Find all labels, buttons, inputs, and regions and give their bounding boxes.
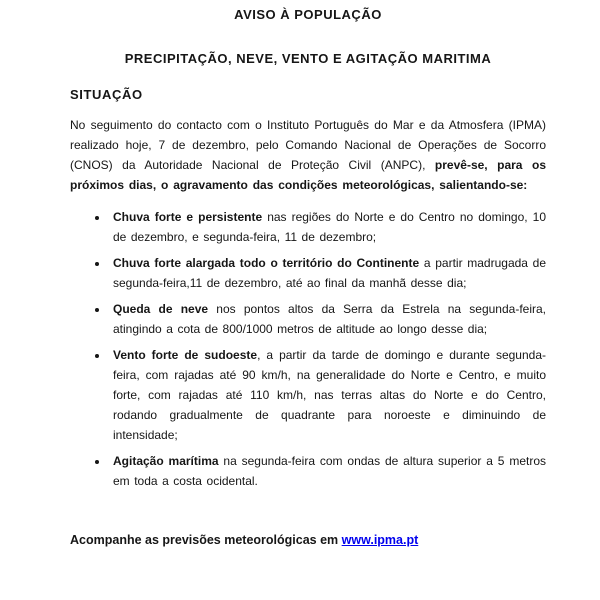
intro-paragraph — [70, 115, 546, 195]
list-item-sea-agitation — [109, 451, 546, 491]
ipma-link[interactable]: www.ipma.pt — [341, 533, 419, 547]
list-item-widespread-rain — [109, 253, 546, 293]
list-item-lead: Vento forte de sudoeste — [113, 348, 258, 362]
list-item-snowfall — [109, 299, 546, 339]
list-item-text: nos pontos altos da Serra da Estrela na segunda-feira, atingindo a cota de 800/1000 metros de altitude ao longo desse dia; — [113, 302, 547, 336]
list-item-lead: Chuva forte e persistente — [113, 210, 263, 224]
list-item-text: na segunda-feira com ondas de altura superior a 5 metros em toda a costa ocidental. — [113, 454, 546, 488]
list-item-heavy-rain — [109, 207, 546, 247]
document-subtitle: PRECIPITAÇÃO, NEVE, VENTO E AGITAÇÃO MARITIMA — [124, 51, 492, 66]
intro-regular-text: No seguimento do contacto com o Instituto Português do Mar e da Atmosfera (IPMA) realizado hoje, 7 de dezembro, pelo Comando Nacional de Operações de Socorro (CNOS) da Autoridade Nacional de Proteção Civil (ANPC), — [70, 118, 546, 172]
footer-text: Acompanhe as previsões meteorológicas em — [70, 533, 342, 547]
footer-note — [70, 533, 546, 547]
list-item-text: nas regiões do Norte e do Centro no domingo, 10 de dezembro, e segunda-feira, 11 de dezembro; — [113, 210, 546, 244]
intro-bold-text: prevê-se, para os próximos dias, o agravamento das condições meteorológicas, salientando-se: — [70, 158, 547, 192]
section-heading-situacao: SITUAÇÃO — [70, 87, 143, 102]
warning-list — [70, 207, 546, 491]
list-item-lead: Chuva forte alargada todo o território do Continente — [113, 256, 420, 270]
list-item-lead: Queda de neve — [113, 302, 209, 316]
list-item-lead: Agitação marítima — [113, 454, 219, 468]
list-item-text: , a partir da tarde de domingo e durante segunda-feira, com rajadas até 90 km/h, na generalidade do Norte e Centro, e muito forte, com rajadas até 110 km/h, nas terras altas do Norte e do Centro, rodando gradualmente de quadrante para noroeste e diminuindo de intensidade; — [113, 348, 546, 442]
document-title: AVISO À POPULAÇÃO — [234, 7, 382, 22]
list-item-text: a partir madrugada de segunda-feira,11 de dezembro, até ao final da manhã desse dia; — [113, 256, 546, 290]
list-item-strong-wind — [109, 345, 546, 445]
